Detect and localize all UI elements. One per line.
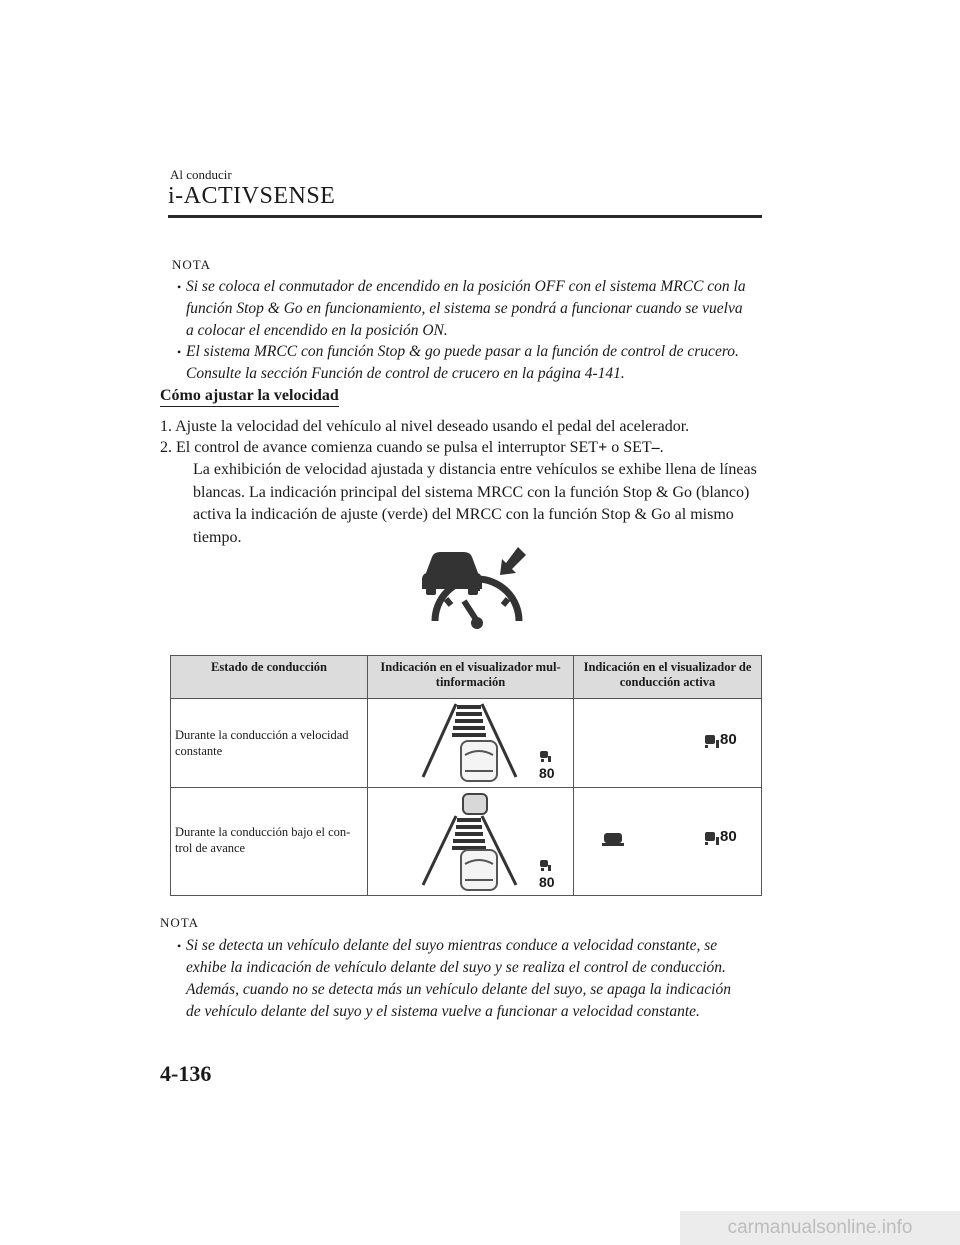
set-plus-icon: + bbox=[598, 439, 608, 456]
column-header: Estado de conducción bbox=[171, 656, 368, 699]
detail-line: blancas. La indicación principal del sistema MRCC con la función Stop & Go (blanco) bbox=[193, 483, 750, 501]
detail-line: La exhibición de velocidad ajustada y distancia entre vehículos se exhibe llena de líneas bbox=[193, 461, 757, 478]
detail-line: activa la indicación de ajuste (verde) del MRCC con la función Stop & Go al mismo bbox=[193, 506, 734, 523]
note-heading: NOTA bbox=[160, 915, 200, 930]
note-line: de vehículo delante del suyo y el sistema vuelve a funcionar a velocidad constante. bbox=[186, 1003, 700, 1020]
mrcc-stop-go-icon bbox=[418, 545, 528, 635]
state-line: Durante la conducción bajo el con- bbox=[175, 825, 351, 839]
note-bullet bbox=[177, 935, 766, 1023]
note-line: función Stop & Go en funcionamiento, el sistema se pondrá a funcionar cuando se vuelva bbox=[186, 300, 743, 317]
set-speed-readout: 80 bbox=[720, 828, 737, 845]
state-line: trol de avance bbox=[175, 841, 246, 855]
note-line: a colocar el encendido en la posición ON. bbox=[186, 322, 448, 339]
indication-table bbox=[170, 655, 762, 896]
note-bullet bbox=[177, 341, 766, 385]
driving-state-cell bbox=[171, 788, 368, 896]
multi-info-display-cell bbox=[368, 788, 574, 896]
note-line: Si se coloca el conmutador de encendido en la posición OFF con el sistema MRCC con la bbox=[186, 278, 746, 295]
active-display-cell bbox=[574, 788, 762, 896]
step-2-detail bbox=[193, 459, 763, 549]
lead-vehicle-icon bbox=[602, 831, 624, 847]
bullet-icon: • bbox=[177, 345, 182, 359]
mrcc-indicator-icon bbox=[704, 735, 720, 749]
step-2-end: . bbox=[659, 439, 664, 456]
step-1: 1. Ajuste la velocidad del vehículo al nivel deseado usando el pedal del acelerador. bbox=[160, 418, 690, 435]
note-line: El sistema MRCC con función Stop & go puede pasar a la función de control de crucero. bbox=[186, 343, 739, 360]
driving-state-cell bbox=[171, 699, 368, 788]
table-row bbox=[171, 788, 762, 896]
section-label: Al conducir bbox=[170, 167, 232, 182]
note-line: Además, cuando no se detecta más un vehículo delante del suyo, se apaga la indicación bbox=[186, 981, 731, 998]
section-heading: Cómo ajustar la velocidad bbox=[160, 387, 339, 407]
active-display-cell bbox=[574, 699, 762, 788]
step-2-text: 2. El control de avance comienza cuando se pulsa el interruptor SET bbox=[160, 439, 599, 456]
watermark: carmanualsonline.info bbox=[680, 1211, 960, 1245]
note-line: Si se detecta un vehículo delante del suyo mientras conduce a velocidad constante, se bbox=[186, 937, 718, 954]
page-number: 4-136 bbox=[160, 1061, 212, 1086]
note-heading: NOTA bbox=[172, 257, 212, 272]
detail-line: tiempo. bbox=[193, 528, 242, 546]
set-minus-icon: – bbox=[651, 439, 660, 456]
set-speed-readout: 80 bbox=[539, 765, 555, 781]
set-speed-readout: 80 bbox=[539, 874, 555, 890]
set-speed-readout: 80 bbox=[720, 731, 737, 748]
mrcc-indicator-icon bbox=[704, 832, 720, 846]
step-2-mid: o SET bbox=[607, 439, 652, 456]
page-title: i-ACTIVSENSE bbox=[168, 183, 336, 209]
multi-info-display-cell bbox=[368, 699, 574, 788]
step-2 bbox=[160, 437, 664, 460]
state-line: constante bbox=[175, 744, 223, 758]
bullet-icon: • bbox=[177, 939, 182, 953]
table-row bbox=[171, 699, 762, 788]
header-rule bbox=[168, 215, 762, 218]
bullet-icon: • bbox=[177, 280, 182, 294]
note-bullet bbox=[177, 276, 766, 342]
note-line: exhibe la indicación de vehículo delante del suyo y se realiza el control de conducción. bbox=[186, 959, 726, 976]
column-header: Indicación en el visualizador mul-tinformación bbox=[368, 656, 574, 699]
state-line: Durante la conducción a velocidad bbox=[175, 728, 349, 742]
column-header: Indicación en el visualizador de conducción activa bbox=[574, 656, 762, 699]
note-line: Consulte la sección Función de control de crucero en la página 4-141. bbox=[186, 365, 625, 382]
